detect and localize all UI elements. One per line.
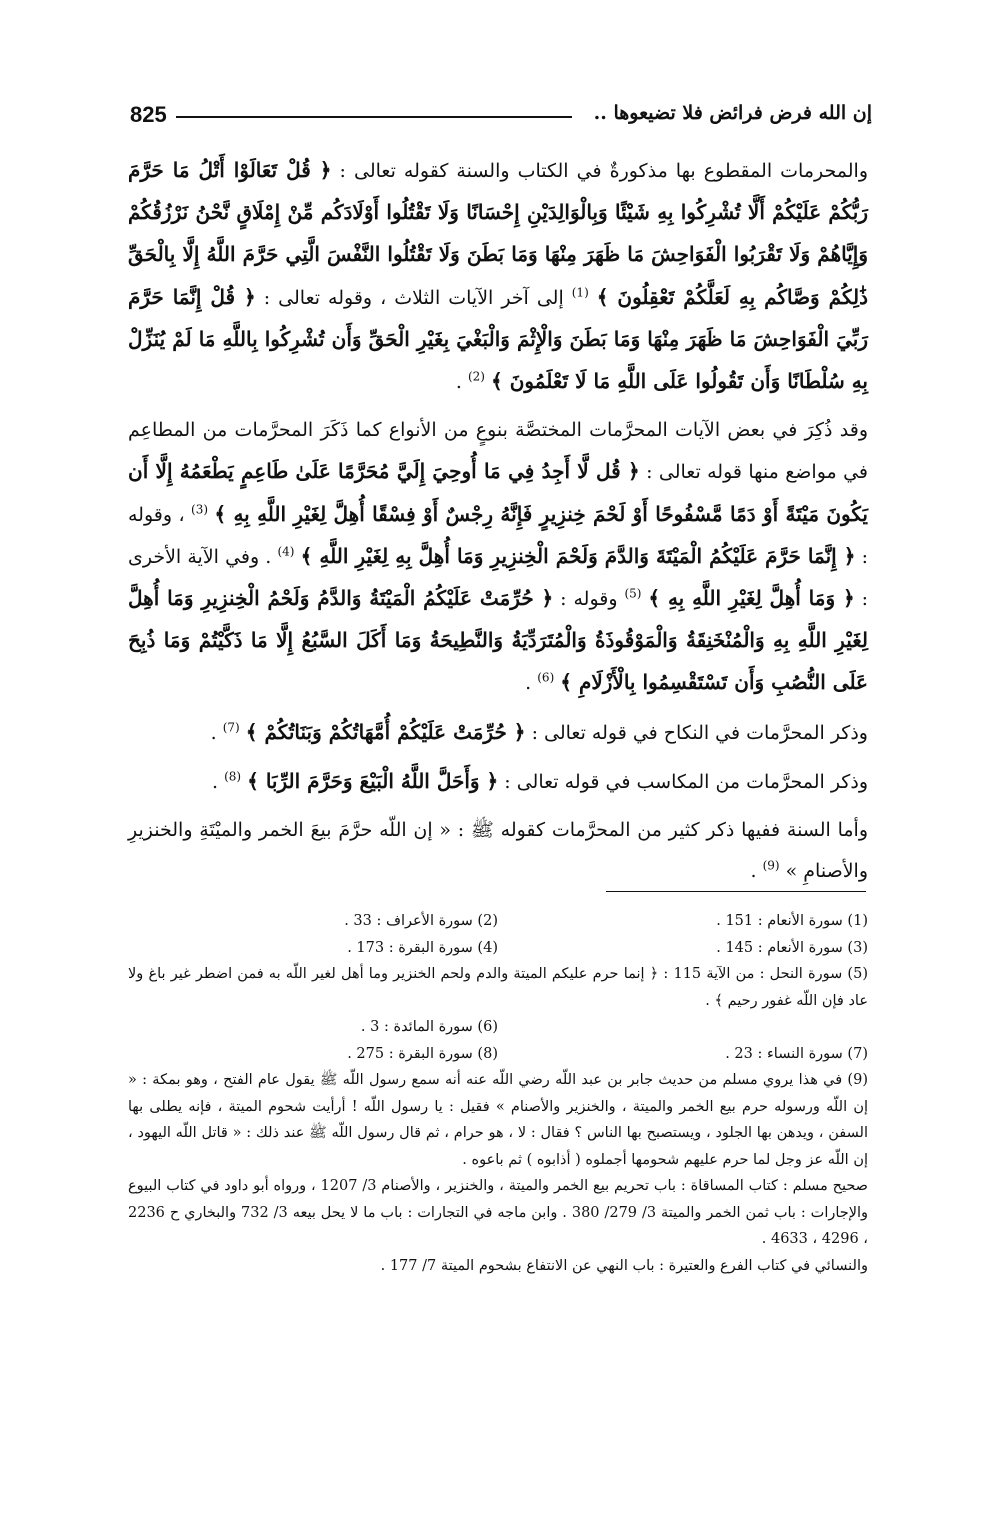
text-run: . <box>525 672 532 695</box>
quran-verse: ﴿ وَمَا أُهِلَّ لِغَيْرِ اللَّهِ بِهِ ﴾ <box>648 586 855 611</box>
paragraph <box>128 712 868 754</box>
page-number: 825 <box>130 102 167 127</box>
footnotes <box>128 908 868 1279</box>
paragraph <box>128 410 868 704</box>
quran-verse: ﴿ حُرِّمَتْ عَلَيْكُمْ أُمَّهَاتُكُمْ وَبَنَاتُكُمْ ﴾ <box>245 719 526 744</box>
text-run: . <box>211 770 219 793</box>
footnote-ref[interactable]: (3) <box>191 502 209 517</box>
footnote-ref[interactable]: (8) <box>224 769 242 784</box>
footnote-ref[interactable]: (9) <box>762 858 780 873</box>
footnote-ref[interactable]: (4) <box>277 544 295 559</box>
footnote-item: (1) سورة الأنعام : 151 . <box>716 913 868 929</box>
footnote-row <box>128 1041 868 1068</box>
text-run: . <box>750 860 757 883</box>
main-text <box>128 150 868 892</box>
footnote-ref[interactable]: (2) <box>467 369 485 384</box>
footnote-row <box>128 908 868 935</box>
header-rule <box>176 116 572 118</box>
quran-verse: ﴿ إِنَّمَا حَرَّمَ عَلَيْكُمُ الْمَيْتَةَ وَالدَّمَ وَلَحْمَ الْخِنزِيرِ وَمَا أُهِلَّ بِهِ لِغَيْرِ اللَّهِ ﴾ <box>300 543 856 568</box>
footnote-separator <box>606 891 866 892</box>
paragraph <box>128 810 868 892</box>
page-header <box>120 102 872 134</box>
footnote-ref[interactable]: (7) <box>222 720 240 735</box>
footnote-text: (9) في هذا يروي مسلم من حديث جابر بن عبد اللّه رضي اللّه عنه أنه سمع رسول اللّه ﷺ يقول عام الفتح ، وهو بمكة : « إن اللّه ورسوله حرم بيع الخمر والميتة ، والخنزير والأصنام » فقيل : يا رسول اللّه ! أرأيت شحوم الميتة ، فإنه يطلى بها السفن ، ويدهن بها الجلود ، ويستصبح بها الناس ؟ فقال : لا ، هو حرام ، ثم قال رسول اللّه ﷺ عند ذلك : « قاتل اللّه اليهود ، إن اللّه عز وجل لما حرم عليهم شحومها أجملوه ( أذابوه ) ثم باعوه . <box>128 1072 868 1168</box>
footnote-text: والنسائي في كتاب الفرع والعتيرة : باب النهي عن الانتفاع بشحوم الميتة 7/ 177 . <box>380 1257 868 1274</box>
footnote-item: (3) سورة الأنعام : 145 . <box>716 939 868 956</box>
text-run: . وفي الآية الأخرى : <box>128 545 868 611</box>
running-title: إن الله فرض فرائض فلا تضيعوها .. <box>593 102 872 124</box>
footnote-item: (5) سورة النحل : من الآية 115 : ﴿ إنما حرم عليكم الميتة والدم ولحم الخنزير وما أهل لغير اللّه به فمن اضطر غير باغ ولا عاد فإن اللّه غفور رحيم ﴾ . <box>128 966 868 1009</box>
footnote-item: (2) سورة الأعراف : 33 . <box>344 913 498 929</box>
quran-verse: ﴿ قُلْ تَعَالَوْا أَتْلُ مَا حَرَّمَ رَبُّكُمْ عَلَيْكُمْ أَلَّا تُشْرِكُوا بِهِ شَيْئًا وَبِالْوَالِدَيْنِ إِحْسَانًا وَلَا تَقْتُلُوا أَوْلَادَكُم مِّنْ إِمْلَاقٍ نَّحْنُ نَرْزُقُكُمْ وَإِيَّاهُمْ وَلَا تَقْرَبُوا الْفَوَاحِشَ مَا ظَهَرَ مِنْهَا وَمَا بَطَنَ وَلَا تَقْتُلُوا النَّفْسَ الَّتِي حَرَّمَ اللَّهُ إِلَّا بِالْحَقِّ ذَٰلِكُمْ وَصَّاكُم بِهِ لَعَلَّكُمْ تَعْقِلُونَ ﴾ <box>128 158 868 309</box>
footnote-item: (6) سورة المائدة : 3 . <box>360 1019 498 1035</box>
quran-verse: ﴿ وَأَحَلَّ اللَّهُ الْبَيْعَ وَحَرَّمَ الرِّبَا ﴾ <box>247 768 499 793</box>
footnote-item <box>128 1067 868 1279</box>
footnote-spacer <box>498 1014 868 1041</box>
text-run: . <box>455 371 462 394</box>
footnote-ref[interactable]: (5) <box>624 586 642 601</box>
text-run: إلى آخر الآيات الثلاث ، وقوله تعالى : <box>263 286 564 309</box>
footnote-row <box>128 935 868 962</box>
footnote-ref[interactable]: (6) <box>537 671 555 686</box>
quran-verse: ﴿ حُرِّمَتْ عَلَيْكُمُ الْمَيْتَةُ وَالدَّمُ وَلَحْمُ الْخِنزِيرِ وَمَا أُهِلَّ لِغَيْرِ اللَّهِ بِهِ وَالْمُنْخَنِقَةُ وَالْمَوْقُوذَةُ وَالْمُتَرَدِّيَةُ وَالنَّطِيحَةُ وَمَا أَكَلَ السَّبُعُ إِلَّا مَا ذَكَّيْتُمْ وَمَا ذُبِحَ عَلَى النُّصُبِ وَأَن تَسْتَقْسِمُوا بِالْأَزْلَامِ ﴾ <box>128 586 868 695</box>
text-run: وذكر المحرَّمات من المكاسب في قوله تعالى : <box>504 770 868 793</box>
text-run: وقوله : <box>560 588 618 611</box>
paragraph <box>128 150 868 403</box>
text-run: وأما السنة ففيها ذكر كثير من المحرَّمات كقوله ﷺ : « إن اللّه حرَّمَ بيعَ الخمر والميْتَةِ والخنزيرِ والأصنامِ » <box>128 819 868 883</box>
footnote-item: (7) سورة النساء : 23 . <box>725 1045 868 1062</box>
footnote-row <box>128 1014 868 1041</box>
quran-verse: ﴿ قُل لَّا أَجِدُ فِي مَا أُوحِيَ إِلَيَّ مُحَرَّمًا عَلَىٰ طَاعِمٍ يَطْعَمُهُ إِلَّا أَن يَكُونَ مَيْتَةً أَوْ دَمًا مَّسْفُوحًا أَوْ لَحْمَ خِنزِيرٍ فَإِنَّهُ رِجْسٌ أَوْ فِسْقًا أُهِلَّ لِغَيْرِ اللَّهِ بِهِ ﴾ <box>128 459 868 526</box>
footnote-ref[interactable]: (1) <box>571 285 589 300</box>
text-run: وذكر المحرَّمات في النكاح في قوله تعالى : <box>531 721 868 744</box>
text-run: وقد ذُكِرَ في بعض الآيات المحرَّمات المختصَّة بنوعٍ من الأنواع كما ذَكَرَ المحرَّمات من المطاعِم في مواضع منها قوله تعالى : <box>128 419 868 484</box>
paragraph <box>128 761 868 803</box>
text-run: . <box>210 721 217 744</box>
text-run: والمحرمات المقطوع بها مذكورةٌ في الكتاب والسنة كقوله تعالى : <box>339 160 868 182</box>
footnote-item: (4) سورة البقرة : 173 . <box>347 939 498 956</box>
text-run: ، وقوله : <box>128 503 869 568</box>
quran-verse: ﴿ قُلْ إِنَّمَا حَرَّمَ رَبِّيَ الْفَوَاحِشَ مَا ظَهَرَ مِنْهَا وَمَا بَطَنَ وَالْإِثْمَ وَالْبَغْيَ بِغَيْرِ الْحَقِّ وَأَن تُشْرِكُوا بِاللَّهِ مَا لَمْ يُنَزِّلْ بِهِ سُلْطَانًا وَأَن تَقُولُوا عَلَى اللَّهِ مَا لَا تَعْلَمُونَ ﴾ <box>128 284 868 394</box>
footnote-item: (8) سورة البقرة : 275 . <box>347 1045 498 1062</box>
footnote-text: صحيح مسلم : كتاب المساقاة : باب تحريم بيع الخمر والميتة ، والخنزير ، والأصنام 3/ 1207 ، ورواه أبو داود في كتاب البيوع والإجارات : باب ثمن الخمر والميتة 3/ 279/ 380 . وابن ماجه في التجارات : باب ما لا يحل بيعه 3/ 732 والبخاري ح 2236 ، 4296 ، 4633 . <box>128 1178 869 1247</box>
